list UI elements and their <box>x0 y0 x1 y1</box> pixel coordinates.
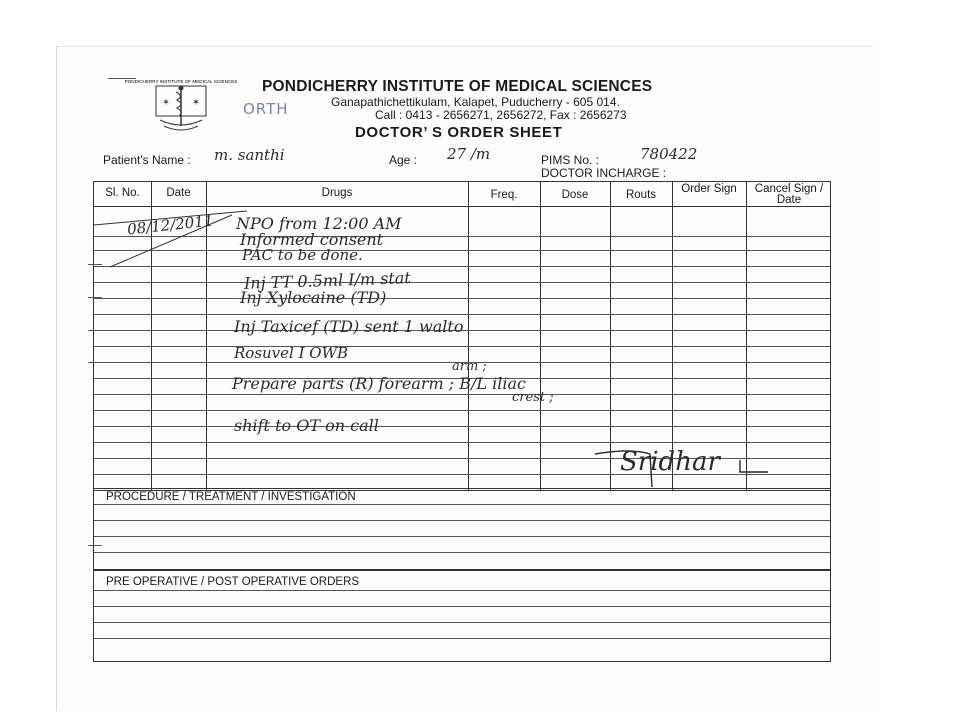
order-line-1[interactable]: NPO from 12:00 AM <box>236 214 402 233</box>
order-line-2[interactable]: Informed consent <box>240 230 384 249</box>
header-routs: Routs <box>625 189 657 201</box>
doctor-signature <box>590 432 780 492</box>
age-value[interactable]: 27 /m <box>447 145 491 163</box>
header-cancel-sign: Cancel Sign / Date <box>754 183 824 206</box>
preop-section-title: PRE OPERATIVE / POST OPERATIVE ORDERS <box>106 576 360 588</box>
pims-label: PIMS No. : <box>541 153 600 167</box>
header-dose: Dose <box>561 189 589 201</box>
sheet-title: DOCTOR’ S ORDER SHEET <box>355 124 563 141</box>
order-line-6[interactable]: Inj Taxicef (TD) sent 1 walto <box>234 317 464 336</box>
svg-text:✶: ✶ <box>192 97 200 107</box>
order-line-7[interactable]: Rosuvel I OWB <box>234 344 349 362</box>
header-order-sign: Order Sign <box>681 183 737 195</box>
margin-mark <box>88 545 102 546</box>
age-label: Age : <box>389 153 418 167</box>
header-date: Date <box>166 187 191 199</box>
margin-mark <box>88 264 102 265</box>
patient-name-value[interactable]: m. santhi <box>214 146 285 164</box>
institute-name: PONDICHERRY INSTITUTE OF MEDICAL SCIENCES <box>262 78 653 95</box>
department-stamp: ORTH <box>243 100 289 118</box>
order-annotation-above[interactable]: arm ; <box>452 359 487 374</box>
order-line-8[interactable]: Prepare parts (R) forearm ; B/L iliac <box>232 374 526 393</box>
header-freq: Freq. <box>490 189 518 201</box>
order-line-9[interactable]: shift to OT on call <box>234 416 379 435</box>
institute-contact: Call : 0413 - 2656271, 2656272, Fax : 2656273 <box>375 108 627 122</box>
signature-text: Sridhar <box>620 447 720 477</box>
doctor-incharge-label: DOCTOR INCHARGE : <box>541 166 667 180</box>
margin-mark <box>88 297 102 298</box>
procedure-section-title: PROCEDURE / TREATMENT / INVESTIGATION <box>106 491 356 503</box>
order-line-5[interactable]: Inj Xylocaine (TD) <box>240 288 387 307</box>
institute-logo <box>124 76 238 138</box>
order-line-3[interactable]: PAC to be done. <box>242 246 363 264</box>
order-annotation-below[interactable]: crest ; <box>512 390 554 405</box>
margin-mark <box>88 330 102 331</box>
institute-address: Ganapathichettikulam, Kalapet, Puducherry - 605 014. <box>331 95 620 109</box>
patient-name-label: Patient's Name : <box>103 153 191 167</box>
order-line-4[interactable]: Inj TT 0.5ml I/m stat <box>243 268 412 293</box>
margin-mark <box>88 362 102 363</box>
header-drugs: Drugs <box>321 187 353 199</box>
header-sl-no: Sl. No. <box>105 187 140 199</box>
pims-value[interactable]: 780422 <box>640 145 698 163</box>
margin-mark <box>108 78 136 79</box>
order-date[interactable]: 08/12/2011 <box>126 211 215 239</box>
logo-caption: PONDICHERRY INSTITUTE OF MEDICAL SCIENCES <box>124 79 238 84</box>
svg-text:✶: ✶ <box>162 97 170 107</box>
